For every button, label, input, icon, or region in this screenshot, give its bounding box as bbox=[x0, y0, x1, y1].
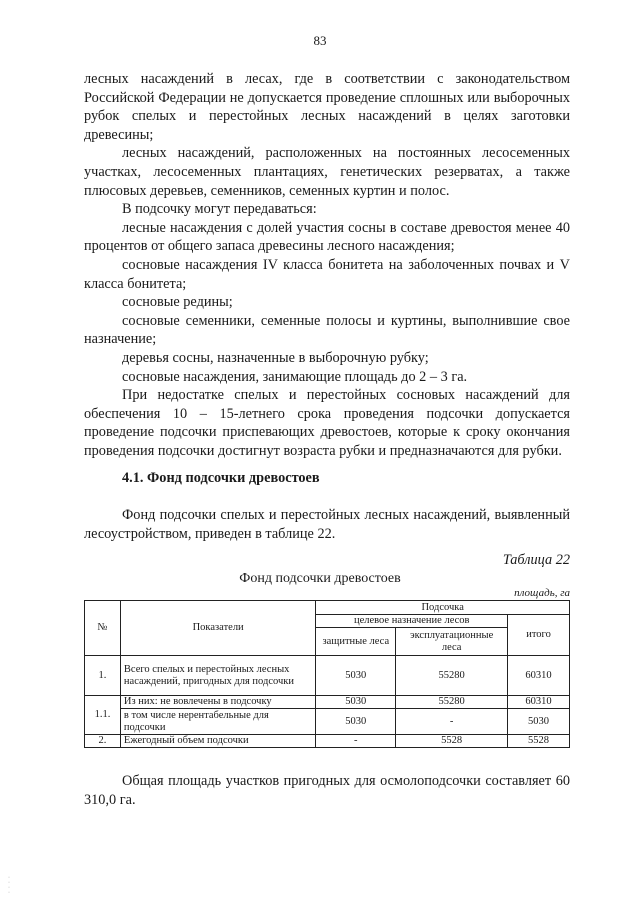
row-label: Ежегодный объем подсочки bbox=[120, 735, 315, 748]
header-total: итого bbox=[508, 615, 570, 656]
row-protective: 5030 bbox=[316, 656, 396, 696]
data-table bbox=[84, 600, 570, 748]
paragraph: сосновые насаждения IV класса бонитета на заболоченных почвах и V класса бонитета; bbox=[84, 256, 570, 292]
row-num: 1. bbox=[85, 656, 121, 696]
closing-paragraph bbox=[84, 772, 570, 809]
row-total: 60310 bbox=[508, 656, 570, 696]
section-heading: 4.1. Фонд подсочки древостоев bbox=[122, 470, 320, 486]
closing-text: Общая площадь участков пригодных для осмолоподсочки составляет 60 310,0 га. bbox=[84, 773, 570, 808]
header-group: Подсочка bbox=[316, 601, 570, 615]
table-label: Таблица 22 bbox=[502, 552, 570, 568]
row-label: Из них: не вовлечены в подсочку bbox=[120, 696, 315, 709]
header-subgroup: целевое назначение лесов bbox=[316, 615, 508, 628]
intro-text: Фонд подсочки спелых и перестойных лесных насаждений, выявленный лесоустройством, приведен в таблице 22. bbox=[84, 507, 570, 542]
header-protective: защитные леса bbox=[316, 628, 396, 656]
row-total: 60310 bbox=[508, 696, 570, 709]
row-exploitation: 5528 bbox=[396, 735, 508, 748]
header-num: № bbox=[85, 601, 121, 656]
row-total: 5030 bbox=[508, 709, 570, 735]
row-exploitation: 55280 bbox=[396, 696, 508, 709]
intro-paragraph bbox=[84, 506, 570, 543]
row-protective: 5030 bbox=[316, 709, 396, 735]
header-indicators: Показатели bbox=[120, 601, 315, 656]
page-number: 83 bbox=[313, 33, 327, 48]
table-row bbox=[85, 735, 570, 748]
paragraph: сосновые редины; bbox=[122, 294, 233, 311]
row-total: 5528 bbox=[508, 735, 570, 748]
unit-note: площадь, га bbox=[514, 587, 570, 599]
margin-mark: · · · · bbox=[8, 875, 10, 896]
header-exploitation: эксплуатационные леса bbox=[396, 628, 508, 656]
row-exploitation: - bbox=[396, 709, 508, 735]
row-num: 2. bbox=[85, 735, 121, 748]
row-protective: - bbox=[316, 735, 396, 748]
table-row bbox=[85, 709, 570, 735]
paragraph: лесных насаждений в лесах, где в соответствии с законодательством Российской Федерации не допускается проведение сплошных или выборочных рубок спелых и перестойных лесных насаждений в целях заготовки древесины; bbox=[84, 71, 570, 143]
paragraph: При недостатке спелых и перестойных сосновых насаждений для обеспечения 10 – 15-летнего срока проведения подсочки допускается проведение подсочки приспевающих древостоев, которые к сроку окончания проведения подсочки достигнут возраста рубки и предназначаются для рубки. bbox=[84, 387, 570, 459]
paragraph: лесные насаждения с долей участия сосны в составе древостоя менее 40 процентов от общего запаса древесины лесного насаждения; bbox=[84, 219, 570, 255]
body-text bbox=[84, 70, 570, 460]
paragraph: лесных насаждений, расположенных на постоянных лесосеменных участках, лесосеменных плантациях, генетических резерватах, а также плюсовых деревьев, семенников, семенных куртин и полос. bbox=[84, 145, 570, 199]
table-row bbox=[85, 656, 570, 696]
table-title: Фонд подсочки древостоев bbox=[239, 571, 401, 586]
paragraph: сосновые семенники, семенные полосы и куртины, выполнившие свое назначение; bbox=[84, 312, 570, 348]
row-protective: 5030 bbox=[316, 696, 396, 709]
row-label: Всего спелых и перестойных лесных насаждений, пригодных для подсочки bbox=[120, 656, 315, 696]
paragraph: В подсочку могут передаваться: bbox=[122, 201, 317, 218]
row-num: 1.1. bbox=[85, 696, 121, 735]
paragraph: деревья сосны, назначенные в выборочную рубку; bbox=[122, 349, 429, 366]
table-header-row bbox=[85, 601, 570, 615]
row-exploitation: 55280 bbox=[396, 656, 508, 696]
row-label: в том числе нерентабельные для подсочки bbox=[120, 709, 315, 735]
table-row bbox=[85, 696, 570, 709]
paragraph: сосновые насаждения, занимающие площадь до 2 – 3 га. bbox=[122, 368, 468, 385]
